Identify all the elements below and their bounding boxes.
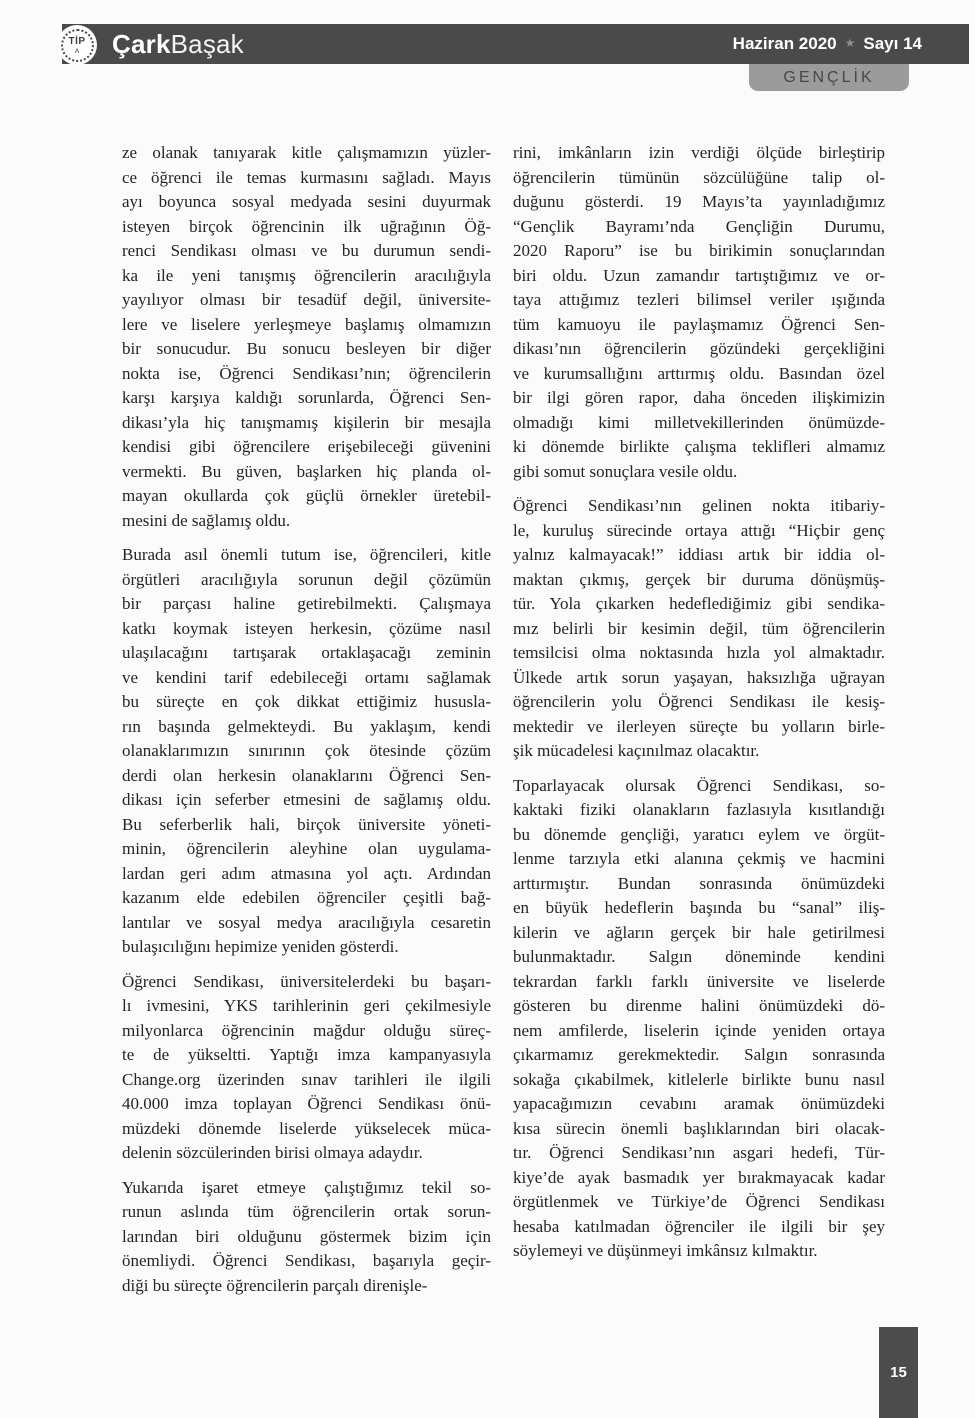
paragraph [122, 1176, 491, 1299]
text-line: olmadığı kimi milletvekillerinden önümüzde- [513, 412, 885, 432]
text-line: duğunu gösterdi. 19 Mayıs’ta yayınladığımız [513, 192, 885, 211]
text-line: arttırmıştır. Bundan sonrasında önümüzdeki [513, 873, 885, 893]
text-line: minin, öğrencilerin aleyhine olan uygulama- [122, 839, 491, 858]
text-line: ki dönemde birlikte çalışma teklifleri almamız [513, 437, 885, 456]
text-line: öğrencilerin yolu Öğrenci Sendikası ile kesiş- [513, 692, 885, 711]
text-line: maktan çıkmış, gerçek bir duruma dönüşmüş- [513, 569, 885, 589]
section-tag-label: GENÇLİK [783, 68, 875, 86]
text-line: en büyük hedeflerin başında bu “sanal” iliş- [513, 898, 885, 917]
issue-date: Haziran 2020 [732, 34, 837, 53]
text-line: nem amfilerde, liselerin içinde yeniden ortaya [513, 1020, 885, 1040]
text-line: tüm kamuoyu ile paylaşmamız Öğrenci Sen- [513, 314, 885, 334]
text-line: runun aslında tüm öğrencilerin ortak sorun- [122, 1202, 491, 1221]
text-line: gibi somut sonuçlara vesile oldu. [513, 461, 738, 481]
text-line: kendisi gibi öğrencilere erişebileceği güvenini [122, 437, 491, 456]
text-line: nokta ise, Öğrenci Sendikası’nın; öğrencilerin [122, 363, 491, 383]
paragraph [122, 141, 491, 533]
text-line: önemliydi. Öğrenci Sendikası, başarıyla geçir- [122, 1251, 491, 1270]
logo-wreath-ring-icon [61, 29, 94, 62]
text-line: katkı koymak isteyen herkesin, çözüme nasıl [122, 618, 491, 638]
text-line: dikası için seferber etmesini de sağlamış oldu. [122, 790, 491, 809]
text-line: olanaklarımızın sınırının çok ötesinde çözüm [122, 741, 491, 760]
text-line: Bu seferberlik hali, birçok üniversite yöneti- [122, 814, 491, 834]
text-line: rın başında gelmekteydi. Bu yaklaşım, kendi [122, 716, 491, 736]
text-line: bir sonucudur. Bu sonucu besleyen bir diğer [122, 339, 491, 358]
text-line: ze olanak tanıyarak kitle çalışmamızın yüzler- [122, 143, 491, 162]
text-line: mektedir ve ilerleyen süreçte bu yolların birle- [513, 716, 885, 736]
paragraph [513, 141, 885, 484]
text-line: tekrardan farklı farklı üniversite ve liselerde [513, 971, 885, 991]
text-column-right [513, 141, 885, 1308]
text-line: yayılıyor olması bir tesadüf değil, üniversite- [122, 290, 491, 309]
page-number: 15 [890, 1364, 907, 1381]
text-line: yalnız kalmayacak!” iddiası artık bir iddia ol- [513, 545, 885, 564]
text-line: mız belirli bir kesimin değil, tüm öğrencilerin [513, 618, 885, 638]
text-line: kazanım elde edebilen öğrenciler çeşitli bağ- [122, 888, 491, 907]
logo-text: TİP [68, 35, 86, 47]
text-line: ayı boyunca sosyal medyada sesini duyurmak [122, 192, 491, 211]
text-line: kilerin ve ağların gerçek bir hale getirilmesi [513, 922, 885, 942]
text-line: bulunmaktadır. Salgın döneminde kendini [513, 947, 885, 966]
text-column-left [122, 141, 491, 1308]
text-line: Ülkede artık sorun yaşayan, haksızlığa uğrayan [513, 667, 885, 687]
text-line: vermekti. Bu güven, başlarken hiç planda ol- [122, 461, 491, 481]
text-line: te de yükseltti. Yaptığı imza kampanyasıyla [122, 1045, 491, 1064]
page-number-box [879, 1327, 918, 1418]
logo-plough-icon: ʌ [75, 45, 79, 55]
text-line: çıkarmamız gerekmektedir. Salgın sonrasında [513, 1045, 885, 1064]
text-line: kaktaki fiziki olanakların fazlasıyla kısıtlandığı [513, 800, 885, 819]
text-line: Öğrenci Sendikası, üniversitelerdeki bu başarı- [122, 971, 491, 991]
text-line: müzdeki dönemde liselerde yükselecek müca- [122, 1118, 491, 1138]
text-line: tır. Öğrenci Sendikası’nın asgari hedefi, Tür- [513, 1143, 885, 1162]
text-line: ka ile yeni tanışmış öğrencilerin aracılığıyla [122, 265, 491, 285]
text-line: bu süreçte en çok dikkat ettiğimiz hususla- [122, 692, 491, 711]
text-line: kiye’de ayak basmadık yer bırakmayacak kadar [513, 1167, 885, 1187]
text-line: gösteren bu direnme halini önümüzdeki dö- [513, 996, 885, 1015]
text-line: hesaba katılmadan öğrenciler ile ilgili bir şey [513, 1216, 885, 1236]
text-line: ce öğrenci ile temas kurmasını sağladı. Mayıs [122, 167, 491, 187]
paragraph [513, 774, 885, 1264]
text-line: dikası’yla hiç tanışmamış kişilerin bir mesajla [122, 412, 491, 432]
text-line: Change.org üzerinden sınav tarihleri ile ilgili [122, 1069, 491, 1089]
party-logo [57, 25, 97, 65]
text-line: taya attığımız tezleri bilimsel veriler ışığında [513, 290, 885, 309]
text-line: bulaşıcılığını hepimize yeniden gösterdi. [122, 937, 399, 956]
text-line: renci Sendikası olması ve bu durumun sendi- [122, 241, 491, 260]
issue-number: Sayı 14 [863, 34, 922, 53]
text-line: tür. Yola çıkarken hedeflediğimiz gibi sendika- [513, 594, 885, 613]
brand-title [112, 24, 244, 64]
brand-bold-text: Çark [112, 28, 171, 59]
text-line: karşı karşıya kaldığı sorunlarda, Öğrenci Sen- [122, 388, 491, 407]
text-line: örgütlenmek ve Türkiye’de Öğrenci Sendikası [513, 1192, 885, 1211]
text-line: isteyen birçok öğrencinin ilk uğrağının Öğ- [122, 216, 491, 236]
text-line: kısa sürecin önemli başlıklarından biri olacak- [513, 1118, 885, 1138]
section-tag [749, 64, 909, 91]
article-content [122, 141, 885, 1308]
text-line: Burada asıl önemli tutum ise, öğrencileri, kitle [122, 545, 491, 564]
text-line: 2020 Raporu” ise bu birikimin sonuçlarından [513, 241, 885, 260]
text-line: şik mücadelesi kaçınılmaz olacaktır. [513, 741, 760, 760]
text-line: derdi olan herkesin olanaklarını Öğrenci Sen- [122, 765, 491, 785]
text-line: dikası’nın öğrencilerin gözündeki gerçekliğini [513, 339, 885, 358]
text-line: bir ilgi gören rapor, daha önceden ilişkimizin [513, 388, 885, 407]
text-line: Toparlayacak olursak Öğrenci Sendikası, so- [513, 775, 885, 795]
text-line: lantılar ve sosyal medya aracılığıyla cesaretin [122, 912, 491, 932]
text-line: lere ve liselere yerleşmeye başlamış olmamızın [122, 314, 491, 334]
text-line: öğrencilerin tümünün sözcülüğüne talip ol- [513, 167, 885, 187]
text-line: “Gençlik Bayramı’nda Gençliğin Durumu, [513, 216, 885, 236]
paragraph [513, 494, 885, 764]
text-line: mesini de sağlamış oldu. [122, 510, 291, 530]
text-line: bir parçası haline getirebilmekti. Çalışmaya [122, 594, 491, 613]
text-line: bu dönemde gençliği, yaratıcı eylem ve örgüt- [513, 824, 885, 844]
text-line: Öğrenci Sendikası’nın gelinen nokta itibariy- [513, 496, 885, 515]
issue-info [733, 24, 922, 64]
star-icon: ★ [844, 36, 856, 50]
text-line: mayan okullarda çok güçlü örnekler üretebil- [122, 486, 491, 505]
text-line: örgütleri aracılığıyla sorunun değil çözümün [122, 569, 491, 589]
text-line: milyonlarca öğrencinin mağdur olduğu süreç- [122, 1020, 491, 1040]
text-line: lenme tarzıyla etki alanına çekmiş ve hacmini [513, 849, 885, 868]
brand-light-text: Başak [170, 28, 244, 59]
text-line: temsilcisi olma noktasında hızla yol almaktadır. [513, 643, 885, 662]
header-bar [62, 24, 969, 64]
text-line: lı ivmesini, YKS tarihlerinin geri çekilmesiyle [122, 996, 491, 1015]
text-line: yapacağımızın cevabını aramak önümüzdeki [513, 1094, 885, 1113]
paragraph [122, 543, 491, 960]
text-line: 40.000 imza toplayan Öğrenci Sendikası önü- [122, 1094, 491, 1113]
text-line: Yukarıda işaret etmeye çalıştığımız tekil so- [122, 1177, 491, 1197]
text-line: ulaşılacağını tartışarak ortaklaşacağı zeminin [122, 643, 491, 662]
text-line: söylemeyi ve düşünmeyi imkânsız kılmaktır. [513, 1241, 818, 1260]
text-line: rini, imkânların izin verdiği ölçüde birleştirip [513, 143, 885, 162]
text-line: delenin sözcülerinden birisi olmaya adaydır. [122, 1143, 423, 1162]
text-line: diği bu süreçte öğrencilerin parçalı direnişle- [122, 1275, 428, 1295]
paragraph [122, 970, 491, 1166]
text-line: biri oldu. Uzun zamandır tartıştığımız ve or- [513, 265, 885, 285]
text-line: larından biri olduğunu göstermek bizim için [122, 1226, 491, 1246]
text-line: ve kendini tarif edebileceği ortamı sağlamak [122, 667, 491, 687]
text-line: le, kuruluş sürecinde ortaya attığı “Hiçbir genç [513, 520, 885, 540]
text-line: sokağa çıkabilmek, kitlelerle birlikte bunu nasıl [513, 1069, 885, 1089]
text-line: ve kurumsallığını arttırmış oldu. Basından özel [513, 363, 885, 383]
text-line: lardan geri adım atmasına yol açtı. Ardından [122, 863, 491, 883]
